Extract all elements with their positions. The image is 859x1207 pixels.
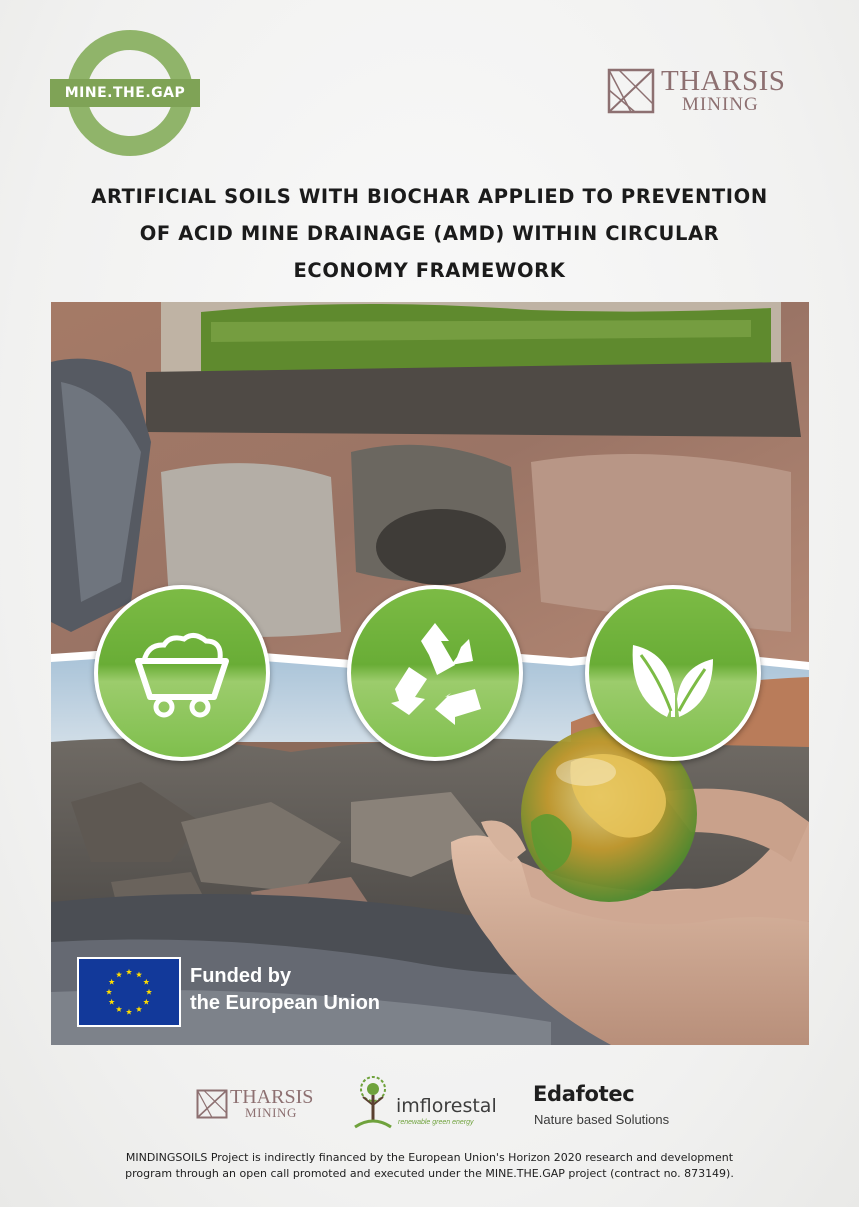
- tharsis-sub: MINING: [682, 94, 759, 115]
- eu-flag-icon: [77, 957, 181, 1027]
- tree-icon: [351, 1075, 395, 1135]
- funding-disclaimer: [60, 1150, 799, 1182]
- eu-star-icon: [143, 979, 149, 985]
- eu-star-icon: [109, 999, 115, 1005]
- eu-star-icon: [136, 971, 142, 977]
- imflorestal-tagline: renewable green energy: [398, 1119, 474, 1126]
- eu-star-icon: [106, 989, 112, 995]
- recycle-badge: [347, 585, 523, 761]
- disclaimer-line-2: program through an open call promoted and executed under the MINE.THE.GAP project (contract no. 873149).: [125, 1167, 734, 1180]
- eu-funding-text: [190, 963, 380, 1017]
- recycle-icon: [351, 589, 519, 757]
- eu-star-icon: [136, 1006, 142, 1012]
- imflorestal-logo: [351, 1075, 501, 1135]
- mine-the-gap-logo-text: MINE.THE.GAP: [50, 79, 200, 107]
- eu-star-icon: [143, 999, 149, 1005]
- eu-funding-line-2: the European Union: [190, 992, 380, 1014]
- tharsis-partner-name: THARSIS: [230, 1086, 314, 1108]
- mine-the-gap-logo: [50, 30, 200, 156]
- imflorestal-name: imflorestal: [396, 1095, 497, 1117]
- title-line-2: OF ACID MINE DRAINAGE (AMD) WITHIN CIRCULAR: [139, 222, 720, 245]
- mine-cart-badge: [94, 585, 270, 761]
- tharsis-mark-icon: [607, 68, 655, 114]
- tharsis-mining-partner-logo: [196, 1088, 336, 1124]
- tharsis-partner-sub: MINING: [245, 1105, 297, 1120]
- mine-cart-icon: [98, 589, 266, 757]
- title-line-3: ECONOMY FRAMEWORK: [293, 259, 566, 282]
- disclaimer-line-1: MINDINGSOILS Project is indirectly financed by the European Union's Horizon 2020 research and development: [125, 1151, 734, 1164]
- tharsis-mark-small-icon: [196, 1089, 228, 1119]
- leaves-icon: [589, 589, 757, 757]
- eu-stars: [79, 959, 179, 1025]
- edafotec-name: Edafotec: [533, 1082, 635, 1106]
- eu-star-icon: [146, 989, 152, 995]
- tharsis-name: THARSIS: [661, 65, 786, 97]
- page-title: [40, 178, 819, 289]
- edafotec-logo: [533, 1082, 683, 1132]
- tharsis-mining-logo: [607, 66, 817, 118]
- edafotec-tagline: Nature based Solutions: [534, 1112, 670, 1127]
- eu-star-icon: [126, 1009, 132, 1015]
- leaves-badge: [585, 585, 761, 761]
- eu-star-icon: [116, 971, 122, 977]
- eu-funding-line-1: Funded by: [190, 965, 292, 987]
- title-line-1: ARTIFICIAL SOILS WITH BIOCHAR APPLIED TO PREVENTION: [91, 185, 768, 208]
- hero-image: [51, 302, 809, 1045]
- eu-star-icon: [109, 979, 115, 985]
- eu-star-icon: [126, 969, 132, 975]
- eu-star-icon: [116, 1006, 122, 1012]
